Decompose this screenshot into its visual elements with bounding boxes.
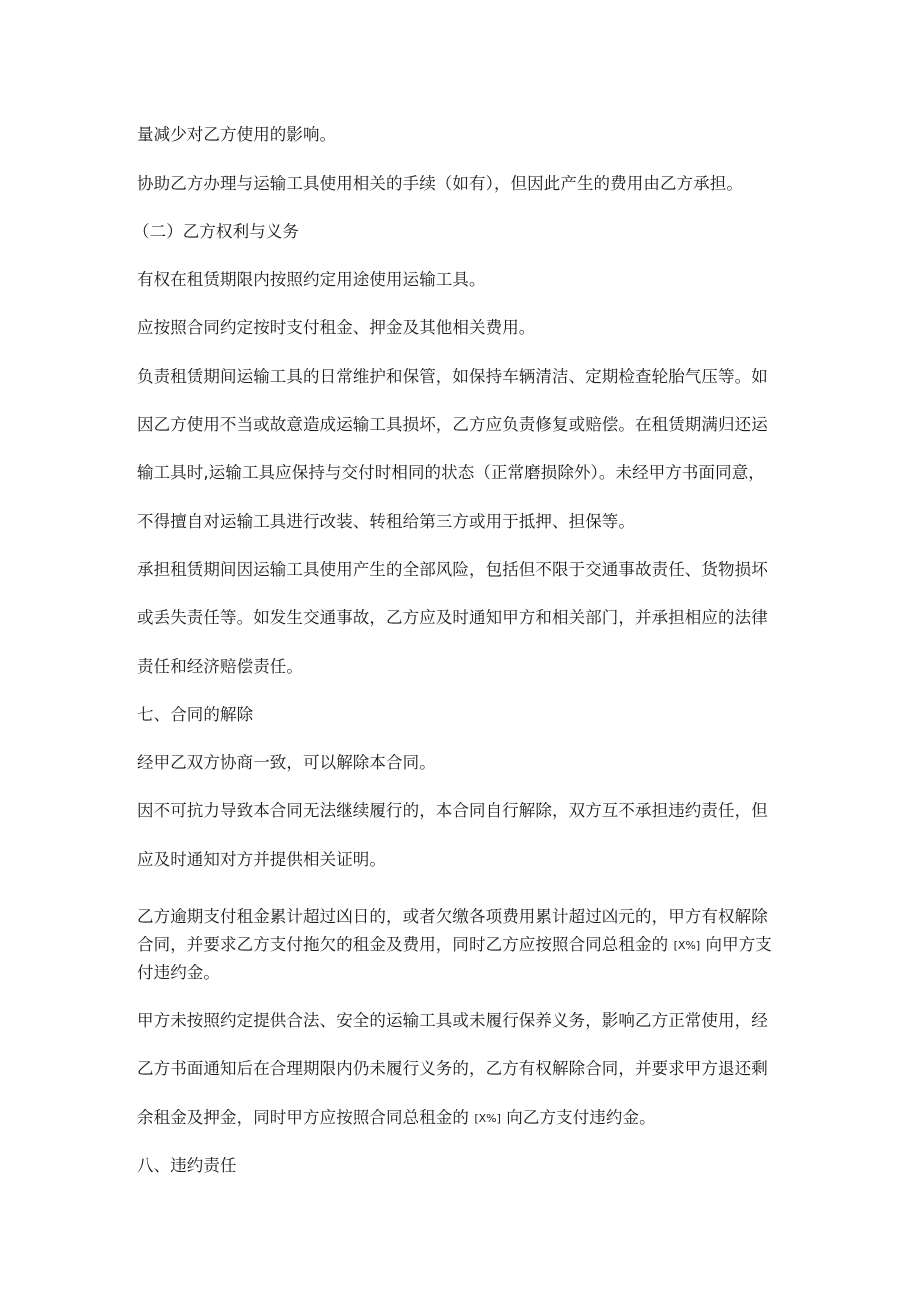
placeholder-percent: [X%] xyxy=(673,939,701,952)
paragraph-line: 责任和经济赔偿责任。 xyxy=(137,657,303,676)
paragraph-line: 承担租赁期间因运输工具使用产生的全部风险，包括但不限于交通事故责任、货物损坏 xyxy=(137,560,768,579)
paragraph-line: 有权在租赁期限内按照约定用途使用运输工具。 xyxy=(137,270,486,289)
paragraph-text: 余租金及押金，同时甲方应按照合同总租金的 xyxy=(137,1108,469,1127)
section-heading: 八、违约责任 xyxy=(137,1156,237,1175)
paragraph-line: 甲方未按照约定提供合法、安全的运输工具或未履行保养义务，影响乙方正常使用，经 xyxy=(137,1011,768,1030)
placeholder-percent: [X%] xyxy=(474,1112,501,1125)
paragraph-line: 量减少对乙方使用的影响。 xyxy=(137,125,337,144)
paragraph-line: 负责租赁期间运输工具的日常维护和保管，如保持车辆清洁、定期检查轮胎气压等。如 xyxy=(137,367,768,386)
section-heading: （二）乙方权利与义务 xyxy=(133,222,299,241)
paragraph-line: 付违约金。 xyxy=(137,963,220,982)
paragraph-line: 因乙方使用不当或故意造成运输工具损坏，乙方应负责修复或赔偿。在租赁期满归还运 xyxy=(137,415,768,434)
paragraph-line: 或丢失责任等。如发生交通事故，乙方应及时通知甲方和相关部门，并承担相应的法律 xyxy=(137,608,768,627)
paragraph-line: 经甲乙双方协商一致，可以解除本合同。 xyxy=(137,753,436,772)
paragraph-line: 因不可抗力导致本合同无法继续履行的，本合同自行解除，双方互不承担违约责任，但 xyxy=(137,801,768,820)
paragraph-line: 乙方逾期支付租金累计超过凶日的，或者欠缴各项费用累计超过凶元的，甲方有权解除 xyxy=(137,907,768,926)
section-heading: 七、合同的解除 xyxy=(137,705,254,724)
paragraph-line: 不得擅自对运输工具进行改装、转租给第三方或用于抵押、担保等。 xyxy=(137,512,635,531)
paragraph-line: 应按照合同约定按时支付租金、押金及其他相关费用。 xyxy=(137,318,536,337)
paragraph-line: 乙方书面通知后在合理期限内仍未履行义务的，乙方有权解除合同，并要求甲方退还剩 xyxy=(137,1059,768,1078)
paragraph-line xyxy=(137,934,797,957)
paragraph-line: 输工具时,运输工具应保持与交付时相同的状态（正常磨损除外）。未经甲方书面同意， xyxy=(137,463,765,482)
paragraph-line xyxy=(137,1107,797,1130)
paragraph-text: 向乙方支付违约金。 xyxy=(506,1108,656,1127)
paragraph-line: 协助乙方办理与运输工具使用相关的手续（如有），但因此产生的费用由乙方承担。 xyxy=(137,174,743,193)
paragraph-line: 应及时通知对方并提供相关证明。 xyxy=(137,850,386,869)
paragraph-text: 合同，并要求乙方支付拖欠的租金及费用，同时乙方应按照合同总租金的 xyxy=(137,935,669,954)
paragraph-text: 向甲方支 xyxy=(705,935,772,954)
